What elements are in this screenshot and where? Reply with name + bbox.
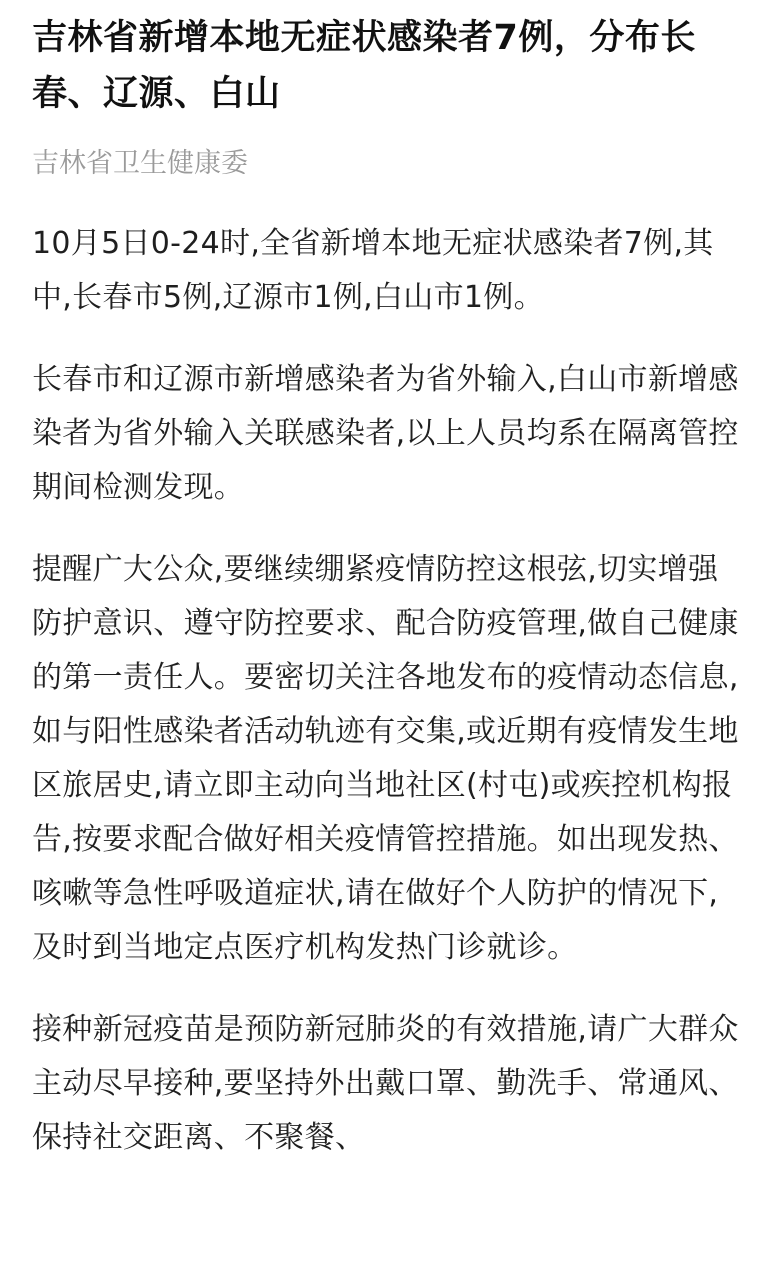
article-body xyxy=(32,217,742,1165)
article-paragraph-2: 长春市和辽源市新增感染者为省外输入,白山市新增感染者为省外输入关联感染者,以上人员均系在隔离管控期间检测发现。 xyxy=(32,362,739,505)
article-paragraph-4: 接种新冠疫苗是预防新冠肺炎的有效措施,请广大群众主动尽早接种,要坚持外出戴口罩、勤洗手、常通风、保持社交距离、不聚餐、 xyxy=(32,1012,739,1155)
article-paragraph-1: 10月5日0-24时,全省新增本地无症状感染者7例,其中,长春市5例,辽源市1例,白山市1例。 xyxy=(32,226,714,315)
article-paragraph-3: 提醒广大公众,要继续绷紧疫情防控这根弦,切实增强防护意识、遵守防控要求、配合防疫管理,做自己健康的第一责任人。要密切关注各地发布的疫情动态信息,如与阳性感染者活动轨迹有交集,或近期有疫情发生地区旅居史,请立即主动向当地社区(村屯)或疾控机构报告,按要求配合做好相关疫情管控措施。如出现发热、咳嗽等急性呼吸道症状,请在做好个人防护的情况下,及时到当地定点医疗机构发热门诊就诊。 xyxy=(32,552,739,965)
article xyxy=(32,0,742,1193)
article-title: 吉林省新增本地无症状感染者7例，分布长春、辽源、白山 xyxy=(32,18,696,114)
article-source[interactable]: 吉林省卫生健康委 xyxy=(32,148,248,179)
